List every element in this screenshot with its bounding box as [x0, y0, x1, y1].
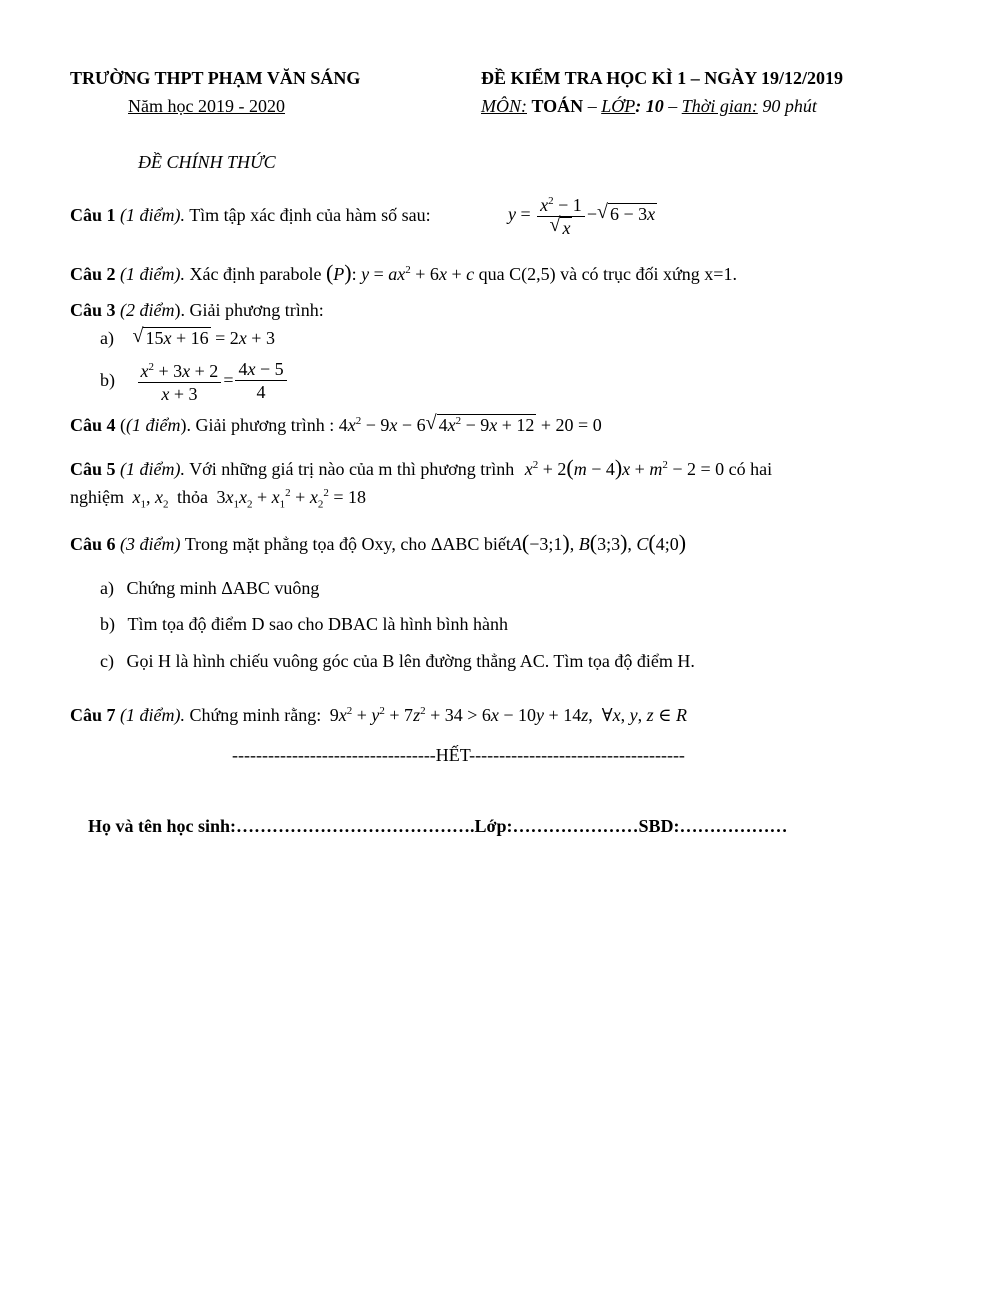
- question-3: [70, 300, 324, 321]
- dash: –: [587, 96, 597, 116]
- question-points: (1 điểm).: [120, 705, 185, 725]
- question-points: (1 điểm).: [120, 459, 185, 479]
- question-points: (1 điểm).: [120, 264, 185, 284]
- item-text: Gọi H là hình chiếu vuông góc của B lên đường thẳng AC. Tìm tọa độ điểm H.: [126, 651, 695, 671]
- q3a: a) √ 15x + 16 = 2x + 3: [100, 325, 275, 348]
- student-info-line: Họ và tên học sinh:………………………………….Lớp:…………………SBD:………………: [88, 816, 788, 836]
- item-marker: c): [100, 651, 114, 671]
- class-label: LỚP: [601, 96, 636, 116]
- exam-title: ĐỀ KIỂM TRA HỌC KÌ 1 – NGÀY 19/12/2019: [481, 68, 844, 88]
- exam-subject-line: [481, 96, 817, 117]
- question-text: Trong mặt phẳng tọa độ Oxy, cho ΔABC biết: [184, 534, 511, 554]
- item-marker: b): [100, 614, 115, 634]
- question-label: Câu 6: [70, 534, 116, 554]
- question-label: Câu 1: [70, 205, 116, 225]
- question-points: (1 điểm: [126, 415, 181, 435]
- q6-item: [100, 578, 319, 599]
- item-marker: a): [100, 328, 114, 348]
- q3b: b) $\frac{x^2 + 3x + 2}{x + 3}$ = $\frac{4x - 5}{4}$: [100, 356, 289, 405]
- q5-formula: $x^2 + 2(m - 4)x + m^2 - 2 = 0$: [524, 455, 725, 480]
- item-text: Tìm tọa độ điểm D sao cho DBAC là hình bình hành: [127, 614, 508, 634]
- question-text: Với những giá trị nào của m thì phương trình: [189, 459, 515, 479]
- question-5: [70, 455, 772, 481]
- q6-item: [100, 651, 695, 672]
- q6-item: [100, 614, 508, 635]
- q4-formula: $4x^2 - 9x - 6$ √ $4x^2 - 9x + 12 + 20 = 0$: [338, 412, 602, 435]
- question-text: Xác định parabole: [189, 264, 322, 284]
- dash: –: [668, 96, 678, 116]
- question-points: (2 điểm: [120, 300, 175, 320]
- question-label: Câu 7: [70, 705, 116, 725]
- q1-formula: y = $x^2 - 1$ √ x − √ 6 − 3x: [508, 190, 657, 239]
- question-text: Giải phương trình:: [189, 300, 324, 320]
- subject-value: TOÁN: [531, 96, 584, 116]
- subject-label: MÔN:: [481, 96, 527, 116]
- q6-points: A(−3;1), B(3;3), C(4;0): [510, 530, 687, 555]
- item-marker: b): [100, 370, 115, 390]
- official-label: ĐỀ CHÍNH THỨC: [138, 152, 276, 172]
- question-4: Câu 4 ((1 điểm). Giải phương trình : $4x^2 - 9x - 6$ √ $4x^2 - 9x + 12 + 20 = 0$: [70, 412, 602, 435]
- question-label: Câu 4: [70, 415, 116, 435]
- question-6: [70, 530, 686, 556]
- question-text: Chứng minh rằng:: [189, 705, 322, 725]
- question-text: Giải phương trình :: [195, 415, 335, 435]
- class-value: : 10: [635, 96, 664, 116]
- question-text-2: có hai: [728, 459, 773, 479]
- time-label: Thời gian:: [681, 96, 758, 116]
- question-label: Câu 3: [70, 300, 116, 320]
- question-text-4: thỏa: [177, 487, 208, 507]
- question-label: Câu 2: [70, 264, 116, 284]
- q2-formula: (P): $y = ax^2 + 6x + c$: [325, 260, 475, 285]
- question-text-2: qua C(2,5) và có trục đối xứng x=1.: [478, 264, 737, 284]
- end-line: ----------------------------------HẾT------------------------------------: [232, 745, 685, 765]
- question-text: Tìm tập xác định của hàm số sau:: [189, 205, 431, 225]
- question-points-close: ).: [180, 415, 191, 435]
- school-name: TRƯỜNG THPT PHẠM VĂN SÁNG: [70, 68, 361, 88]
- question-1: [70, 205, 431, 226]
- question-5-line-2: nghiệm $x_1$, $x_2$ thỏa $3x_1x_2 + x_1^2 + x_2^2 = 18$: [70, 487, 366, 511]
- question-text-3: nghiệm: [70, 487, 124, 507]
- question-points: (3 điểm): [120, 534, 181, 554]
- question-label: Câu 5: [70, 459, 116, 479]
- item-marker: a): [100, 578, 114, 598]
- question-points-close: ).: [174, 300, 185, 320]
- q7-formula: $9x^2 + y^2 + 7z^2 + 34 > 6x - 10y + 14z$, ∀x, y, z ∈ R: [329, 705, 687, 725]
- time-value: 90 phút: [762, 96, 817, 116]
- question-2: [70, 260, 737, 286]
- question-points: (1 điểm).: [120, 205, 185, 225]
- school-year: Năm học 2019 - 2020: [128, 96, 285, 116]
- item-text: Chứng minh ΔABC vuông: [126, 578, 320, 598]
- question-7: [70, 705, 687, 726]
